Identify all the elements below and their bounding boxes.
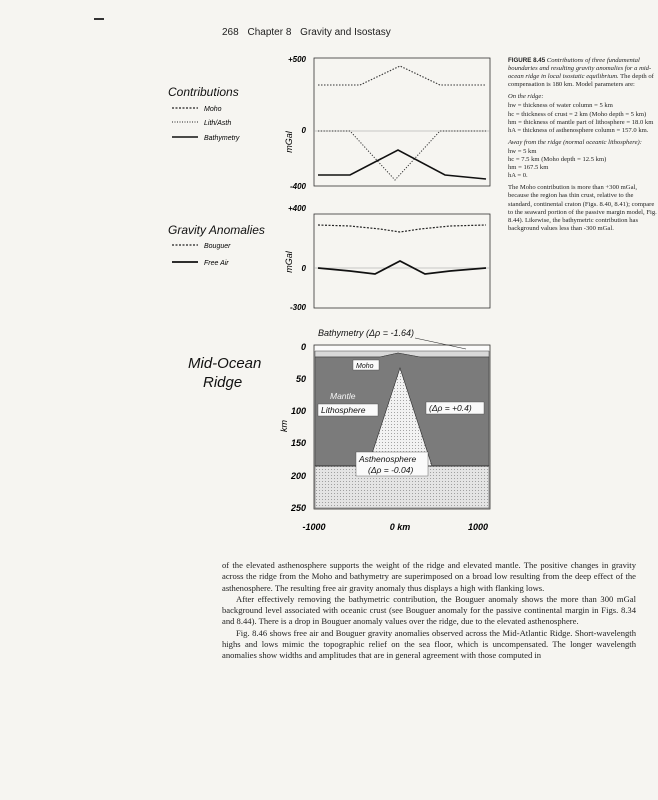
anomalies-frame <box>314 214 490 308</box>
legend-free-air: Free Air <box>204 260 229 267</box>
contributions-tick-zero: 0 <box>301 126 306 135</box>
contributions-tick-top: +500 <box>287 55 306 64</box>
away-head: Away from the ridge (normal oceanic lithosphere): <box>508 138 642 146</box>
on-ridge-head: On the ridge: <box>508 93 544 101</box>
lithosphere-label: Lithosphere <box>321 405 366 415</box>
mantle-density: (Δρ = +0.4) <box>429 403 472 413</box>
legend-bouguer: Bouguer <box>204 243 231 250</box>
body-paragraph-2: After effectively removing the bathymetric contribution, the Bouguer anomaly shows the more than 300 mGal background level associated with oceanic crust (see Bouguer anomaly for the passive continental margin in Figs. 8.34 and 8.44). There is a drop in Bouguer anomaly values over the ridge, due to the elevated asthenosphere. <box>222 593 636 627</box>
curve-free-air <box>318 261 486 274</box>
ytick-250: 250 <box>290 503 306 513</box>
chapter-label: Chapter 8 <box>247 27 292 38</box>
anomalies-tick-top: +400 <box>287 204 306 213</box>
anomalies-panel <box>168 204 490 312</box>
section-panel <box>188 328 490 532</box>
caption-label: FIGURE 8.45 <box>508 57 546 64</box>
caption-rest: The depth of compensation is 180 km. Model parameters are: <box>508 73 654 89</box>
page-number: 268 <box>222 27 239 38</box>
anomalies-tick-bottom: -300 <box>289 303 306 312</box>
chapter-title: Gravity and Isostasy <box>300 27 391 38</box>
on-ridge-param-3: hm = thickness of mantle part of lithosphere = 18.0 km <box>508 118 654 126</box>
contributions-tick-bottom: -400 <box>289 182 306 191</box>
body-paragraph-3: Fig. 8.46 shows free air and Bouguer gravity anomalies observed across the Mid-Atlantic Ridge. Short-wavelength highs and lows mimic the topographic relief on the sea floor, which is uncompensated. The longer wavelength anomalies show widths and amplitudes that are in general agreement with those computed in <box>222 627 636 661</box>
caption-closing: The Moho contribution is more than +300 mGal, because the region has thin crust, relative to the standard, continental craton (Figs. 8.40, 8.41); compare to the seaward portion of the passive margin model, Fig. 8.44). Likewise, the bathymetric contribution has background values less than -300 mGal. <box>508 184 657 232</box>
moho-label: Moho <box>356 363 374 370</box>
away-param-1: hw = 5 km <box>508 147 537 155</box>
contributions-frame <box>314 58 490 186</box>
xtick-center: 0 km <box>389 522 411 532</box>
contributions-ylabel: mGal <box>284 131 294 153</box>
body-text <box>222 560 636 662</box>
curve-bouguer <box>318 225 486 232</box>
caption-lead: Contributions of three fundamental boundaries and resulting gravity anomalies for a mid-ocean ridge in local isostatic equilibrium. <box>508 57 652 81</box>
away-param-3: hm = 167.5 km <box>508 164 549 172</box>
anomalies-title: Gravity Anomalies <box>168 223 265 237</box>
xtick-right: 1000 <box>467 522 489 532</box>
on-ridge-param-4: hA = thickness of asthenosphere column = 157.0 km. <box>508 126 649 134</box>
ytick-100: 100 <box>290 406 306 416</box>
section-title-line2: Ridge <box>203 374 243 391</box>
xtick-left: -1000 <box>302 522 326 532</box>
anomalies-ylabel: mGal <box>284 251 294 273</box>
curve-bathymetry <box>318 150 486 179</box>
section-ylabel: km <box>279 420 289 432</box>
contributions-legend <box>172 106 240 142</box>
contributions-panel <box>168 55 490 191</box>
bathymetry-label: Bathymetry (Δρ = -1.64) <box>318 328 414 338</box>
ytick-0: 0 <box>300 342 306 352</box>
ytick-200: 200 <box>290 471 306 481</box>
section-title-line1: Mid-Ocean <box>188 355 262 372</box>
ytick-50: 50 <box>295 374 306 384</box>
on-ridge-param-2: hc = thickness of crust = 2 km (Moho depth = 5 km) <box>508 110 647 118</box>
legend-moho: Moho <box>204 106 222 113</box>
on-ridge-param-1: hw = thickness of water column = 5 km <box>508 102 613 110</box>
contributions-title: Contributions <box>168 85 239 99</box>
away-param-4: hA = 0. <box>508 172 528 180</box>
curve-lith-asth <box>318 66 486 85</box>
asth-label: Asthenosphere <box>359 454 417 464</box>
asth-density: (Δρ = -0.04) <box>368 465 414 475</box>
away-param-2: hc = 7.5 km (Moho depth = 12.5 km) <box>508 156 607 164</box>
legend-lith-asth: Lith/Asth <box>204 120 232 127</box>
figure-caption <box>508 57 658 237</box>
anomalies-tick-zero: 0 <box>301 264 306 273</box>
ytick-150: 150 <box>290 438 306 448</box>
legend-bathymetry: Bathymetry <box>204 135 240 142</box>
mantle-label: Mantle <box>330 391 356 401</box>
curve-moho <box>318 131 486 180</box>
body-paragraph-1: of the elevated asthenosphere supports the weight of the ridge and elevated mantle. The positive changes in gravity across the ridge from the Moho and bathymetry are superimposed on a broad low resulting from the deep effect of the asthenosphere. The resulting free air gravity anomaly thus displays a high with flanking lows. <box>222 560 636 593</box>
